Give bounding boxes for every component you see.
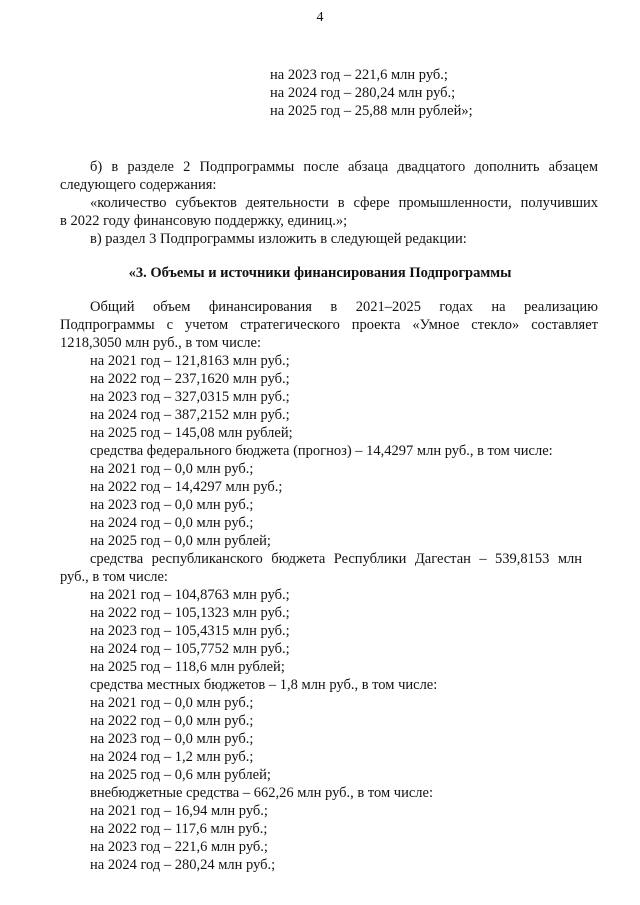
republic-year-item: на 2025 год – 118,6 млн рублей;	[90, 659, 285, 675]
local-year-item: на 2024 год – 1,2 млн руб.;	[90, 749, 254, 765]
republic-year-item: на 2023 год – 105,4315 млн руб.;	[90, 623, 290, 639]
republic-header-line2: руб., в том числе:	[60, 569, 168, 585]
section-heading: «3. Объемы и источники финансирования Подпрограммы	[128, 265, 512, 281]
republic-year-item: на 2024 год – 105,7752 млн руб.;	[90, 641, 290, 657]
extrabudget-year-item: на 2023 год – 221,6 млн руб.;	[90, 839, 268, 855]
federal-year-item: на 2025 год – 0,0 млн рублей;	[90, 533, 271, 549]
intro-line2: Подпрограммы с учетом стратегического проекта «Умное стекло» составляет	[60, 317, 598, 333]
local-year-item: на 2025 год – 0,6 млн рублей;	[90, 767, 271, 783]
local-header: средства местных бюджетов – 1,8 млн руб., в том числе:	[90, 677, 438, 693]
top-list-item: на 2024 год – 280,24 млн руб.;	[270, 85, 456, 101]
total-year-item: на 2024 год – 387,2152 млн руб.;	[90, 407, 290, 423]
total-year-item: на 2023 год – 327,0315 млн руб.;	[90, 389, 290, 405]
extrabudget-year-item: на 2024 год – 280,24 млн руб.;	[90, 857, 276, 873]
total-year-item: на 2022 год – 237,1620 млн руб.;	[90, 371, 290, 387]
federal-year-item: на 2024 год – 0,0 млн руб.;	[90, 515, 254, 531]
local-year-item: на 2023 год – 0,0 млн руб.;	[90, 731, 254, 747]
republic-year-item: на 2022 год – 105,1323 млн руб.;	[90, 605, 290, 621]
top-list-item: на 2023 год – 221,6 млн руб.;	[270, 67, 448, 83]
para-v: в) раздел 3 Подпрограммы изложить в следующей редакции:	[90, 231, 467, 247]
extrabudget-header: внебюджетные средства – 662,26 млн руб., в том числе:	[90, 785, 433, 801]
para-b-line1: б) в разделе 2 Подпрограммы после абзаца двадцатого дополнить абзацем	[90, 159, 598, 175]
intro-line3: 1218,3050 млн руб., в том числе:	[60, 335, 261, 351]
local-year-item: на 2022 год – 0,0 млн руб.;	[90, 713, 254, 729]
federal-header: средства федерального бюджета (прогноз) – 14,4297 млн руб., в том числе:	[90, 443, 553, 459]
extrabudget-year-item: на 2022 год – 117,6 млн руб.;	[90, 821, 268, 837]
top-list-item: на 2025 год – 25,88 млн рублей»;	[270, 103, 473, 119]
republic-year-item: на 2021 год – 104,8763 млн руб.;	[90, 587, 290, 603]
local-year-item: на 2021 год – 0,0 млн руб.;	[90, 695, 254, 711]
para-b-quote-line1: «количество субъектов деятельности в сфере промышленности, получивших	[90, 195, 598, 211]
extrabudget-year-item: на 2021 год – 16,94 млн руб.;	[90, 803, 268, 819]
para-b-line2: следующего содержания:	[60, 177, 217, 193]
total-year-item: на 2021 год – 121,8163 млн руб.;	[90, 353, 290, 369]
federal-year-item: на 2022 год – 14,4297 млн руб.;	[90, 479, 283, 495]
total-year-item: на 2025 год – 145,08 млн рублей;	[90, 425, 293, 441]
federal-year-item: на 2023 год – 0,0 млн руб.;	[90, 497, 254, 513]
intro-line1: Общий объем финансирования в 2021–2025 годах на реализацию	[90, 299, 598, 315]
federal-year-item: на 2021 год – 0,0 млн руб.;	[90, 461, 254, 477]
para-b-quote-line2: в 2022 году финансовую поддержку, единиц.»;	[60, 213, 348, 229]
page-number: 4	[316, 10, 324, 25]
republic-header-line1: средства республиканского бюджета Республики Дагестан – 539,8153 млн	[90, 551, 582, 567]
